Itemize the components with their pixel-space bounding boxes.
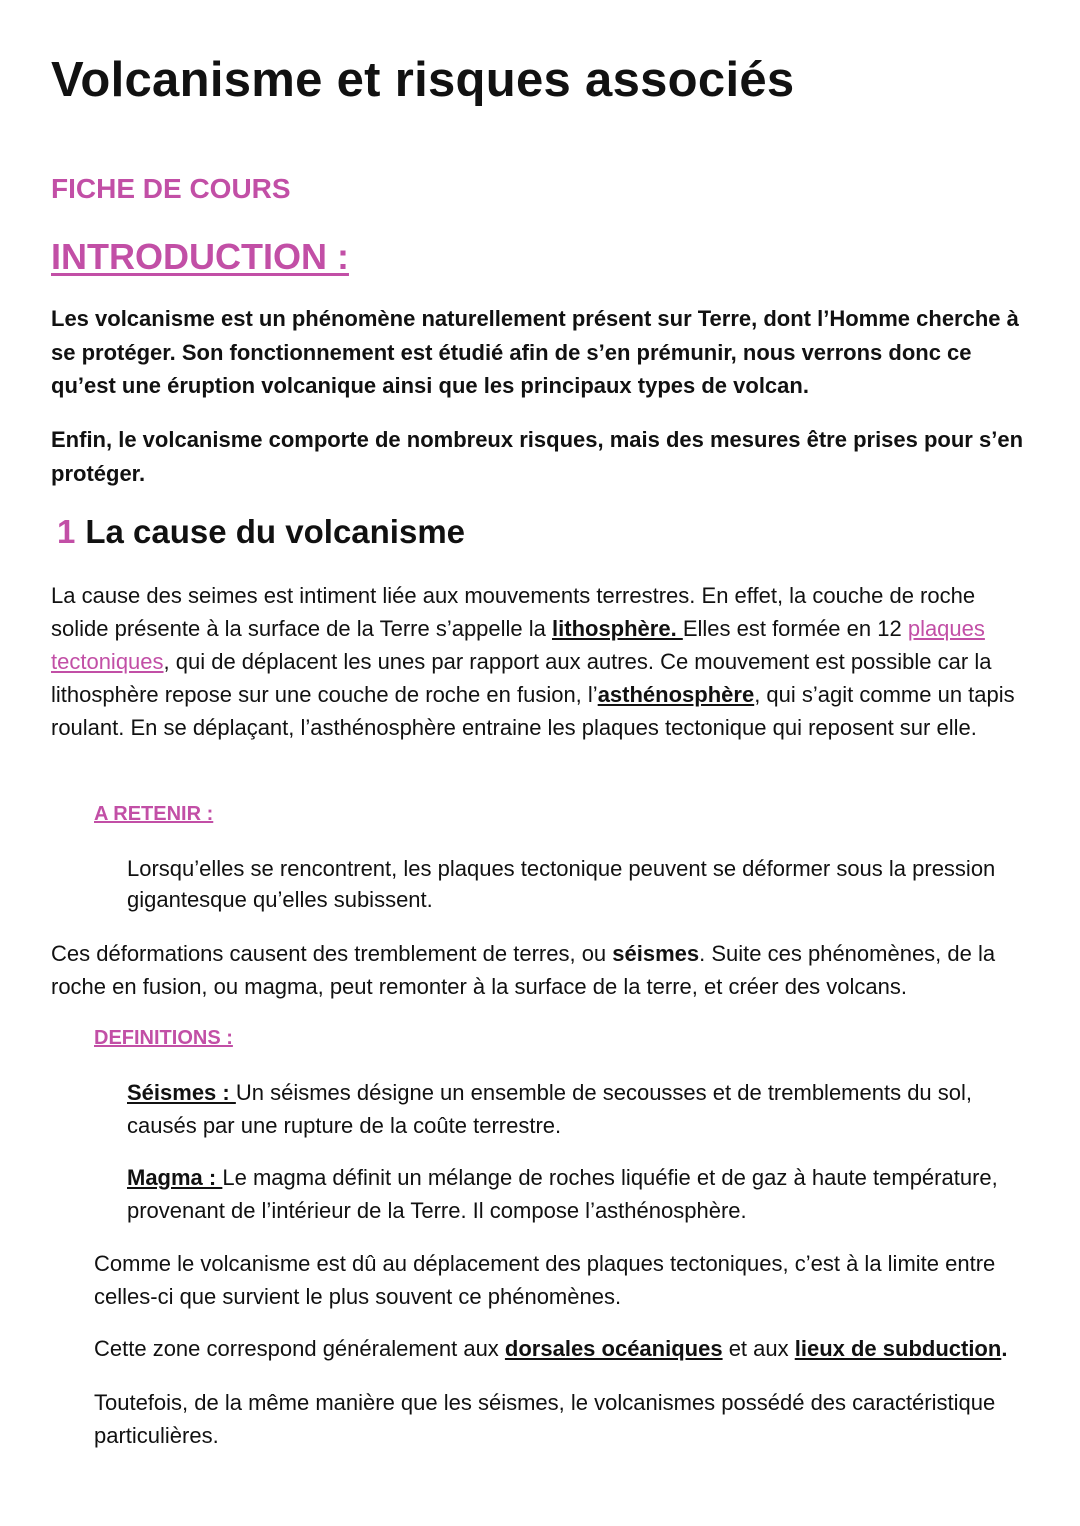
definition-magma bbox=[127, 1161, 1030, 1227]
term-asthenosphere: asthénosphère bbox=[597, 682, 755, 707]
subtitle: FICHE DE COURS bbox=[51, 173, 291, 204]
text: Elles est formée en 12 bbox=[682, 616, 908, 641]
definitions-label: DEFINITIONS : bbox=[94, 1027, 233, 1049]
text: . Suite ces phénomènes, de la roche en fusion, ou magma, peut remonter à la surface de la terre, et créer des volcans. bbox=[51, 941, 996, 999]
section-heading bbox=[51, 513, 1030, 551]
definition-text: Le magma définit un mélange de roches liquéfie et de gaz à haute température, provenant de l’intérieur de la Terre. Il compose l’asthénosphère. bbox=[127, 1165, 998, 1223]
definition-term: Magma : bbox=[127, 1165, 223, 1190]
retenir-label: A RETENIR : bbox=[94, 803, 214, 825]
text: et aux bbox=[722, 1336, 795, 1361]
paragraph-toutefois: Toutefois, de la même manière que les séismes, le volcanismes possédé des caractéristique particulières. bbox=[94, 1390, 996, 1448]
definition-term: Séismes : bbox=[127, 1080, 236, 1105]
intro-paragraph-2: Enfin, le volcanisme comporte de nombreux risques, mais des mesures être prises pour s’en protéger. bbox=[51, 427, 1024, 486]
page-title: Volcanisme et risques associés bbox=[51, 53, 795, 107]
definition-text: Un séismes désigne un ensemble de secousses et de tremblements du sol, causés par une rupture de la coûte terrestre. bbox=[127, 1080, 973, 1138]
retenir-text: Lorsqu’elles se rencontrent, les plaques tectonique peuvent se déformer sous la pression gigantesque qu’elles subissent. bbox=[127, 856, 996, 912]
term-seismes: séismes bbox=[612, 941, 700, 966]
paragraph-cause bbox=[51, 579, 1030, 744]
text: , qui s’agit comme un tapis roulant. En se déplaçant, l’asthénosphère entraine les plaques tectonique qui reposent sur elle. bbox=[51, 682, 1015, 740]
link-plaques-tectoniques[interactable]: plaques tectoniques bbox=[51, 616, 985, 674]
section-number: 1 bbox=[57, 513, 76, 550]
intro-paragraph-1: Les volcanisme est un phénomène naturellement présent sur Terre, dont l’Homme cherche à se protéger. Son fonctionnement est étudié afin de s’en prémunir, nous verrons donc ce qu’est une éruption volcanique ainsi que les principaux types de volcan. bbox=[51, 306, 1019, 398]
text: , qui de déplacent les unes par rapport aux autres. Ce mouvement est possible car la lithosphère repose sur une couche de roche en fusion, l’ bbox=[51, 649, 992, 707]
term-lithosphere: lithosphère. bbox=[552, 616, 683, 641]
text: Cette zone correspond généralement aux bbox=[94, 1336, 505, 1361]
paragraph-deformations bbox=[51, 937, 1030, 1003]
term-dorsales: dorsales océaniques bbox=[504, 1336, 723, 1361]
text: Ces déformations causent des tremblement de terres, ou bbox=[51, 941, 613, 966]
text: . bbox=[1001, 1336, 1008, 1361]
paragraph-limites: Comme le volcanisme est dû au déplacement des plaques tectoniques, c’est à la limite entre celles-ci que survient le plus souvent ce phénomènes. bbox=[94, 1251, 996, 1309]
definition-seismes bbox=[127, 1076, 1030, 1142]
intro-heading: INTRODUCTION : bbox=[51, 236, 349, 277]
section-title: La cause du volcanisme bbox=[85, 513, 466, 550]
term-subduction: lieux de subduction bbox=[794, 1336, 1002, 1361]
text: La cause des seimes est intiment liée aux mouvements terrestres. En effet, la couche de roche solide présente à la surface de la Terre s’appelle la bbox=[51, 583, 976, 641]
paragraph-zones bbox=[94, 1332, 1030, 1365]
